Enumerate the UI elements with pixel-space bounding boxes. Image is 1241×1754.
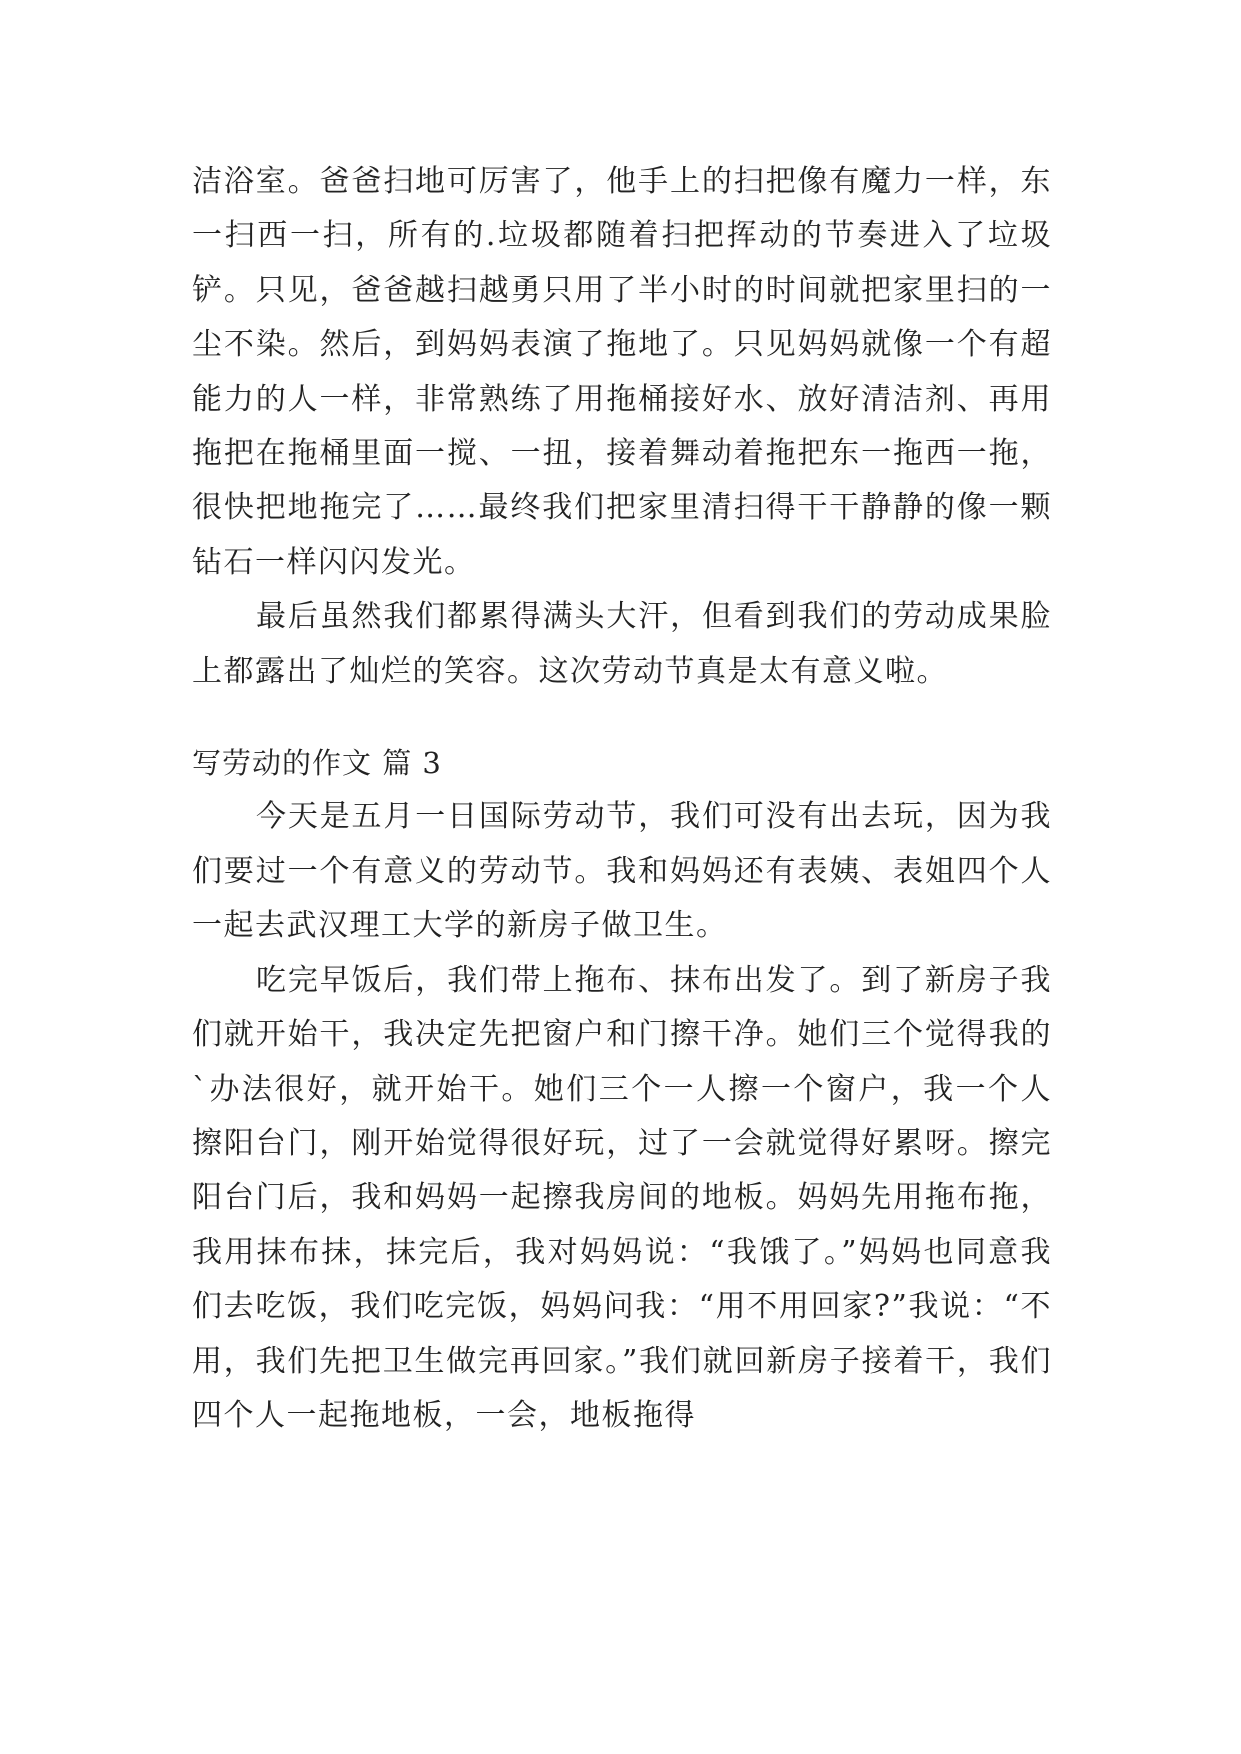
paragraph-body: 吃完早饭后，我们带上拖布、抹布出发了。到了新房子我们就开始干，我决定先把窗户和门擦干净。她们三个觉得我的`办法很好，就开始干。她们三个一人擦一个窗户，我一个人擦阳台门，刚开始觉得很好玩，过了一会就觉得好累呀。擦完阳台门后，我和妈妈一起擦我房间的地板。妈妈先用拖布拖，我用抹布抹，抹完后，我对妈妈说：“我饿了。”妈妈也同意我们去吃饭，我们吃完饭，妈妈问我：“用不用回家?”我说：“不用，我们先把卫生做完再回家。”我们就回新房子接着干，我们四个人一起拖地板，一会，地板拖得 [192, 962, 1052, 1433]
section-title: 写劳动的作文 篇 3 [192, 746, 442, 781]
paragraph-conclusion: 最后虽然我们都累得满头大汗，但看到我们的劳动成果脸上都露出了灿烂的笑容。这次劳动节真是太有意义啦。 [192, 599, 1052, 689]
paragraph-continuation: 洁浴室。爸爸扫地可厉害了，他手上的扫把像有魔力一样，东一扫西一扫，所有的.垃圾都随着扫把挥动的节奏进入了垃圾铲。只见，爸爸越扫越勇只用了半小时的时间就把家里扫的一尘不染。然后，到妈妈表演了拖地了。只见妈妈就像一个有超能力的人一样，非常熟练了用拖桶接好水、放好清洁剂、再用拖把在拖桶里面一搅、一扭，接着舞动着拖把东一拖西一拖，很快把地拖完了……最终我们把家里清扫得干干静静的像一颗钻石一样闪闪发光。 [192, 164, 1052, 580]
paragraph-intro: 今天是五月一日国际劳动节，我们可没有出去玩，因为我们要过一个有意义的劳动节。我和妈妈还有表姨、表姐四个人一起去武汉理工大学的新房子做卫生。 [192, 799, 1052, 944]
document-page [192, 155, 1052, 1443]
